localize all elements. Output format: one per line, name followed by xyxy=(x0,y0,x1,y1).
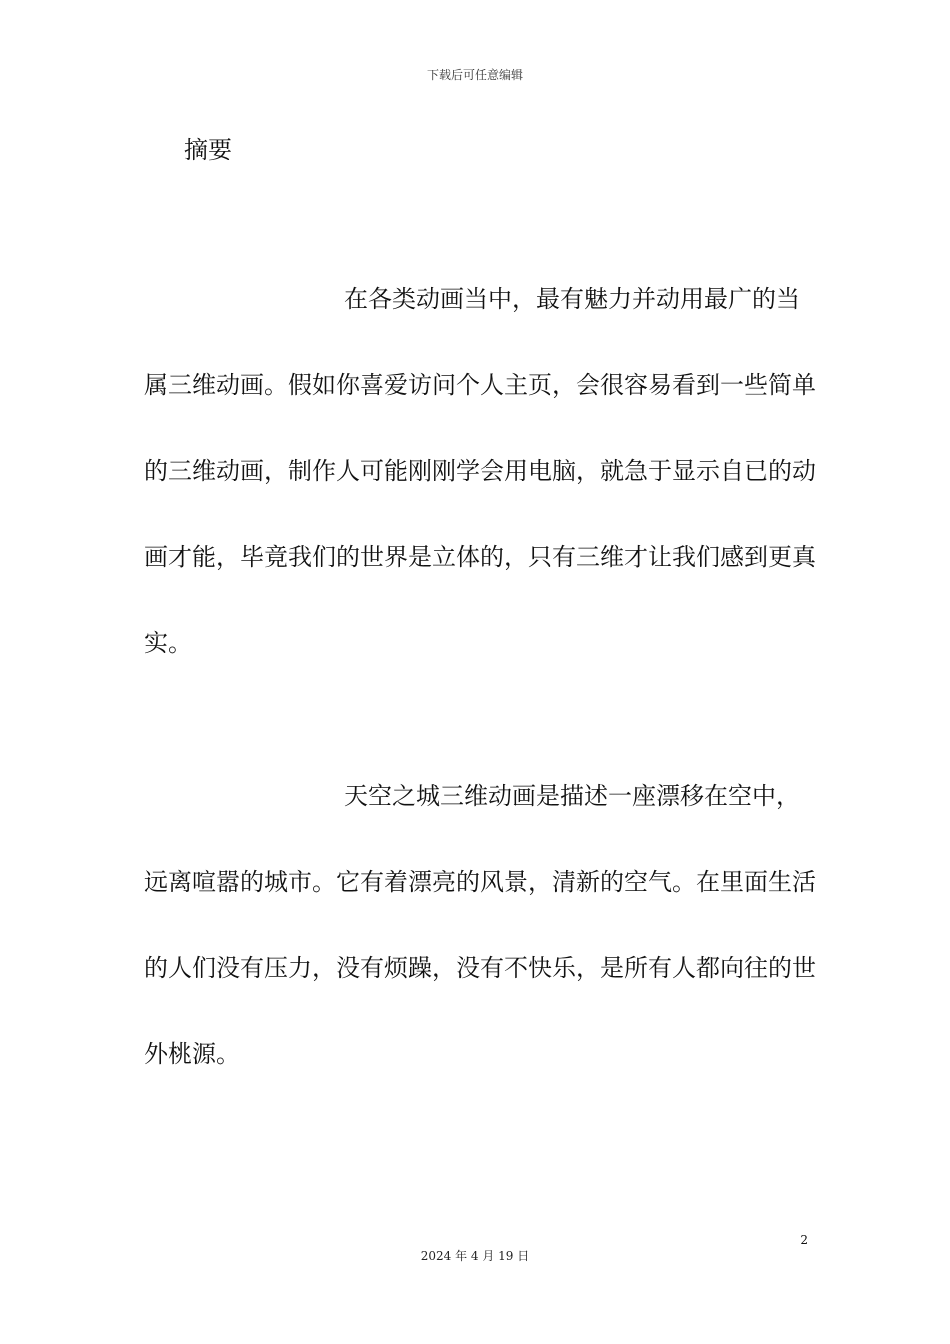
page-footer-date: 2024 年 4 月 19 日 xyxy=(420,1249,530,1263)
paragraph-1-line-3: 的三维动画，制作人可能刚刚学会用电脑，就急于显示自已的动 xyxy=(144,457,816,485)
paragraph-1-line-4: 画才能，毕竟我们的世界是立体的，只有三维才让我们感到更真 xyxy=(144,543,816,571)
paragraph-2 xyxy=(144,753,816,1097)
paragraph-2-line-1: 天空之城三维动画是描述一座漂移在空中， xyxy=(344,782,800,810)
page-header: 下载后可任意编辑 xyxy=(426,68,523,82)
paragraph-1-line-2: 属三维动画。假如你喜爱访问个人主页，会很容易看到一些简单 xyxy=(144,371,816,399)
section-title: 摘要 xyxy=(184,136,232,164)
paragraph-1-line-5: 实。 xyxy=(144,629,192,657)
paragraph-2-line-2: 远离喧嚣的城市。它有着漂亮的风景，清新的空气。在里面生活 xyxy=(144,868,816,896)
paragraph-1 xyxy=(144,256,816,686)
paragraph-1-line-1: 在各类动画当中，最有魅力并动用最广的当 xyxy=(344,285,800,313)
paragraph-2-line-3: 的人们没有压力，没有烦躁，没有不快乐，是所有人都向往的世 xyxy=(144,954,816,982)
paragraph-2-line-4: 外桃源。 xyxy=(144,1040,240,1068)
page-number: 2 xyxy=(800,1233,808,1247)
